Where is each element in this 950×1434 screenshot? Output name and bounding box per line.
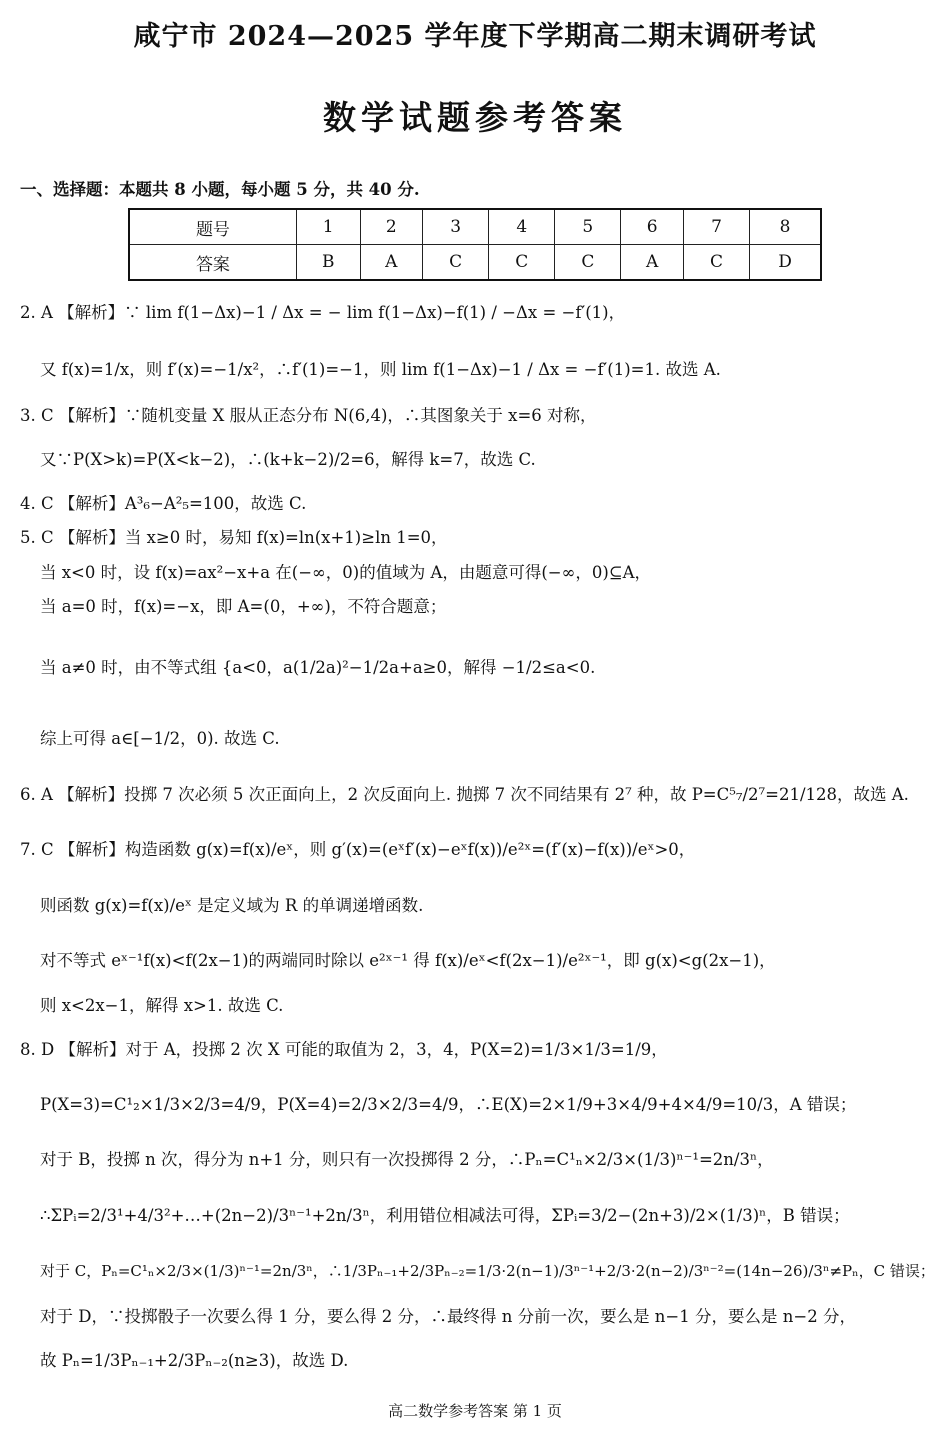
answer-table	[128, 208, 822, 281]
row-label-answer: 答案	[129, 245, 296, 281]
answer-cell: C	[555, 245, 621, 281]
section-heading: 一、选择题：本题共 8 小题，每小题 5 分，共 40 分.	[20, 180, 420, 199]
page-footer: 高二数学参考答案 第 1 页	[388, 1402, 562, 1420]
question-number: 7	[683, 209, 749, 245]
answer-cell: C	[683, 245, 749, 281]
table-row-answers	[129, 245, 821, 281]
exam-title: 咸宁市 2024—2025 学年度下学期高二期末调研考试	[133, 21, 817, 52]
solution-q4: 4. C 【解析】A³₆−A²₅=100，故选 C.	[20, 494, 307, 513]
answer-cell: C	[489, 245, 555, 281]
table-row-numbers	[129, 209, 821, 245]
answer-cell: B	[296, 245, 360, 281]
answer-cell: A	[360, 245, 423, 281]
solution-q3-line2: 又∵P(X>k)=P(X<k−2)，∴(k+k−2)/2=6，解得 k=7，故选 C.	[40, 450, 536, 469]
solution-q2-line1: 2. A 【解析】∵ lim f(1−Δx)−1 / Δx = − lim f(1−Δx)−f(1) / −Δx = −f′(1)，	[20, 303, 626, 322]
solution-q5-line5: 综上可得 a∈[−1/2，0). 故选 C.	[40, 729, 280, 748]
solution-q3-line1: 3. C 【解析】∵随机变量 X 服从正态分布 N(6,4)，∴其图象关于 x=6 对称，	[20, 406, 597, 425]
question-number: 4	[489, 209, 555, 245]
question-number: 8	[750, 209, 821, 245]
solution-q8-line4: ∴ΣPᵢ=2/3¹+4/3²+…+(2n−2)/3ⁿ⁻¹+2n/3ⁿ，利用错位相减法可得，ΣPᵢ=3/2−(2n+3)/2×(1/3)ⁿ，B 错误；	[40, 1206, 850, 1225]
solution-q6: 6. A 【解析】投掷 7 次必须 5 次正面向上，2 次反面向上. 抛掷 7 次不同结果有 2⁷ 种，故 P=C⁵₇/2⁷=21/128，故选 A.	[20, 785, 909, 804]
solution-q8-line5: 对于 C，Pₙ=C¹ₙ×2/3×(1/3)ⁿ⁻¹=2n/3ⁿ，∴1/3Pₙ₋₁+2/3Pₙ₋₂=1/3·2(n−1)/3ⁿ⁻¹+2/3·2(n−2)/3ⁿ⁻²=(14n−26)/3ⁿ≠Pₙ，C 错误；	[40, 1262, 935, 1280]
answer-cell: D	[750, 245, 821, 281]
question-number: 5	[555, 209, 621, 245]
answer-cell: C	[423, 245, 489, 281]
solution-q5-line3: 当 a=0 时，f(x)=−x，即 A=(0，+∞)，不符合题意；	[40, 597, 447, 616]
answer-cell: A	[621, 245, 684, 281]
question-number: 6	[621, 209, 684, 245]
solution-q8-line7: 故 Pₙ=1/3Pₙ₋₁+2/3Pₙ₋₂(n≥3)，故选 D.	[40, 1351, 349, 1370]
solution-q2-line2: 又 f(x)=1/x，则 f′(x)=−1/x²，∴f′(1)=−1，则 lim f(1−Δx)−1 / Δx = −f′(1)=1. 故选 A.	[40, 360, 721, 379]
solution-q8-line2: P(X=3)=C¹₂×1/3×2/3=4/9，P(X=4)=2/3×2/3=4/9，∴E(X)=2×1/9+3×4/9+4×4/9=10/3，A 错误；	[40, 1095, 857, 1114]
document-subtitle: 数学试题参考答案	[323, 98, 627, 137]
question-number: 3	[423, 209, 489, 245]
question-number: 1	[296, 209, 360, 245]
solution-q7-line4: 则 x<2x−1，解得 x>1. 故选 C.	[40, 996, 284, 1015]
solution-q8-line1: 8. D 【解析】对于 A，投掷 2 次 X 可能的取值为 2，3，4，P(X=2)=1/3×1/3=1/9，	[20, 1040, 668, 1059]
solution-q5-line1: 5. C 【解析】当 x≥0 时，易知 f(x)=ln(x+1)≥ln 1=0，	[20, 528, 448, 547]
solution-q7-line3: 对不等式 eˣ⁻¹f(x)<f(2x−1)的两端同时除以 e²ˣ⁻¹ 得 f(x)/eˣ<f(2x−1)/e²ˣ⁻¹，即 g(x)<g(2x−1)，	[40, 951, 776, 970]
question-number: 2	[360, 209, 423, 245]
solution-q7-line1: 7. C 【解析】构造函数 g(x)=f(x)/eˣ，则 g′(x)=(eˣf′(x)−eˣf(x))/e²ˣ=(f′(x)−f(x))/eˣ>0，	[20, 840, 696, 859]
solution-q5-line4: 当 a≠0 时，由不等式组 {a<0，a(1/2a)²−1/2a+a≥0，解得 −1/2≤a<0.	[40, 658, 596, 677]
solution-q8-line3: 对于 B，投掷 n 次，得分为 n+1 分，则只有一次投掷得 2 分，∴Pₙ=C¹ₙ×2/3×(1/3)ⁿ⁻¹=2n/3ⁿ，	[40, 1150, 774, 1169]
row-label-number: 题号	[129, 209, 296, 245]
solution-q7-line2: 则函数 g(x)=f(x)/eˣ 是定义域为 R 的单调递增函数.	[40, 896, 424, 915]
solution-q5-line2: 当 x<0 时，设 f(x)=ax²−x+a 在(−∞，0)的值域为 A，由题意可得(−∞，0)⊆A，	[40, 563, 652, 582]
solution-q8-line6: 对于 D，∵投掷骰子一次要么得 1 分，要么得 2 分，∴最终得 n 分前一次，要么是 n−1 分，要么是 n−2 分，	[40, 1307, 856, 1326]
